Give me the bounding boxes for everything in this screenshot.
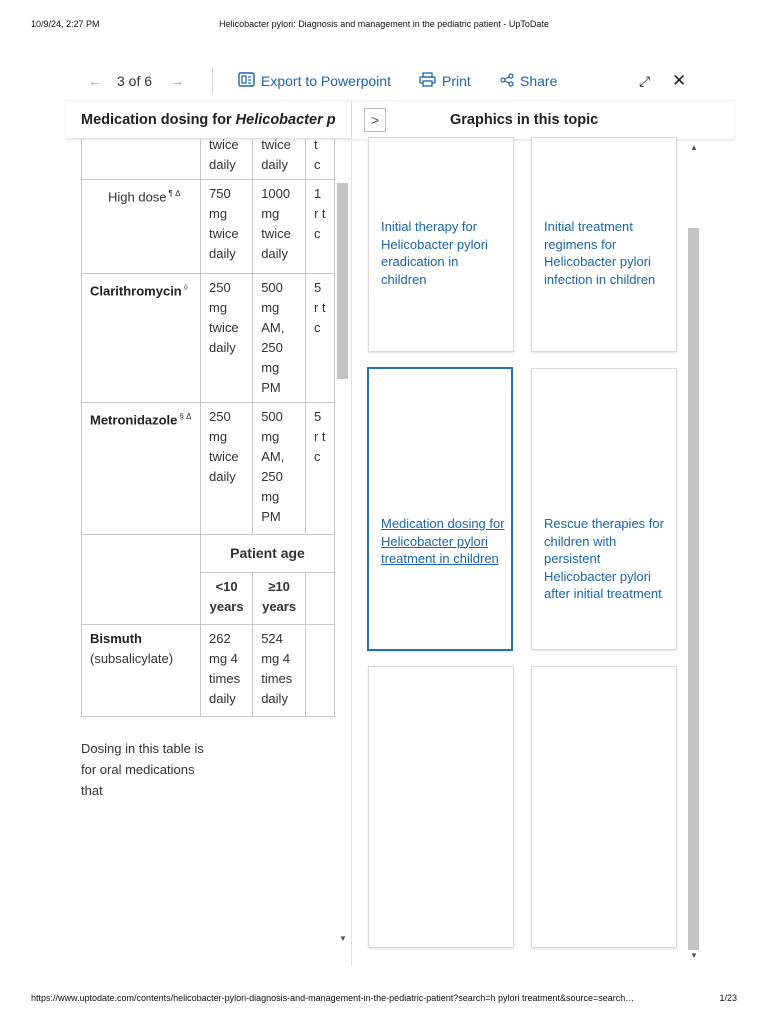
- print-label: Print: [442, 73, 471, 89]
- table-row: [82, 139, 335, 180]
- age-lt10-header: <10 years: [201, 573, 253, 625]
- collapse-graphics-button[interactable]: >: [364, 108, 386, 132]
- next-graphic-button[interactable]: →: [170, 73, 184, 89]
- table-cell: 750 mg twice daily: [201, 180, 253, 274]
- table-cell: 262 mg 4 times daily: [201, 625, 253, 717]
- share-icon: [500, 73, 514, 90]
- graphic-thumbnail[interactable]: [531, 666, 677, 948]
- share-button[interactable]: [500, 68, 557, 94]
- footnote-marker: ¶ Δ: [168, 189, 181, 198]
- graphic-link[interactable]: Initial treatment regimens for Helicobacter pylori infection in children: [544, 219, 656, 287]
- graphic-thumbnail[interactable]: [531, 368, 677, 650]
- drug-label: Metronidazole: [90, 412, 178, 428]
- graphic-thumbnail[interactable]: [531, 137, 677, 352]
- table-cell: 500 mg AM, 250 mg PM: [253, 274, 306, 403]
- graphic-title-italic: Helicobacter p: [235, 112, 336, 128]
- footnote-marker: ◊: [183, 283, 188, 292]
- table-cell: 250 mg twice daily: [201, 403, 253, 535]
- table-cell: 5 r t c: [305, 274, 334, 403]
- age-ge10-header: ≥10 years: [253, 573, 306, 625]
- share-label: Share: [520, 73, 558, 89]
- scroll-up-arrow-icon[interactable]: ▲: [690, 143, 698, 152]
- graphic-thumbnail[interactable]: [368, 137, 514, 352]
- prev-graphic-button[interactable]: ←: [88, 73, 102, 89]
- powerpoint-icon: [238, 72, 255, 90]
- print-title: Helicobacter pylori: Diagnosis and management in the pediatric patient - UpToDate: [219, 19, 549, 29]
- printer-icon: [419, 72, 436, 90]
- table-row: [82, 180, 335, 274]
- table-row: [82, 535, 335, 573]
- table-cell: 250 mg twice daily: [201, 274, 253, 403]
- table-cell: twice daily: [201, 139, 253, 180]
- scroll-down-arrow-icon[interactable]: ▼: [690, 951, 698, 960]
- print-date: 10/9/24, 2:27 PM: [31, 19, 100, 29]
- graphics-scrollbar[interactable]: [686, 139, 702, 966]
- toolbar-divider: [212, 68, 213, 94]
- graphic-link[interactable]: Medication dosing for Helicobacter pylori treatment in children: [381, 516, 505, 566]
- graphics-panel-title: Graphics in this topic: [450, 112, 599, 128]
- patient-age-header: Patient age: [201, 535, 335, 573]
- print-page-number: 1/23: [719, 993, 737, 1003]
- table-cell: [82, 180, 201, 274]
- table-cell: [82, 274, 201, 403]
- dosing-table: [81, 139, 335, 717]
- graphic-pager: 3 of 6: [117, 73, 153, 89]
- print-header: [0, 19, 768, 33]
- table-cell: 524 mg 4 times daily: [253, 625, 306, 717]
- drug-label: Bismuth: [90, 631, 142, 646]
- export-powerpoint-button[interactable]: [238, 68, 391, 94]
- table-cell: 1 r t c: [305, 180, 334, 274]
- graphic-link[interactable]: Initial therapy for Helicobacter pylori eradication in children: [381, 219, 488, 287]
- table-cell: t c: [305, 139, 334, 180]
- table-cell: [305, 573, 334, 625]
- table-cell: [82, 625, 201, 717]
- table-cell: [82, 403, 201, 535]
- export-label: Export to Powerpoint: [261, 73, 391, 89]
- drug-label: Clarithromycin: [90, 283, 182, 299]
- close-icon[interactable]: ✕: [672, 71, 687, 90]
- table-scrollbar-thumb[interactable]: [337, 183, 348, 379]
- drug-note: (subsalicylate): [90, 651, 174, 666]
- graphics-scrollbar-thumb[interactable]: [688, 228, 699, 950]
- table-cell: [82, 139, 201, 180]
- expand-icon[interactable]: ⤢: [639, 72, 651, 89]
- graphics-panel: [351, 139, 686, 966]
- graphic-link[interactable]: Rescue therapies for children with persistent Helicobacter pylori after initial treatment: [544, 516, 664, 601]
- graphic-toolbar: [66, 68, 700, 94]
- print-url: https://www.uptodate.com/contents/helicobacter-pylori-diagnosis-and-management-in-the-pediatric-patient?search=h pylori treatment&source=search…: [31, 993, 635, 1003]
- table-footnote-text: Dosing in this table is for oral medications that: [81, 741, 204, 798]
- scroll-down-arrow-icon[interactable]: ▼: [339, 934, 347, 943]
- graphic-thumbnail-active[interactable]: [367, 367, 513, 651]
- table-cell: 5 r t c: [305, 403, 334, 535]
- table-row: [82, 625, 335, 717]
- graphic-title-prefix: Medication dosing for: [81, 112, 236, 128]
- modal-header: [66, 100, 734, 138]
- drug-label: High dose: [108, 189, 167, 205]
- print-button[interactable]: [419, 68, 471, 94]
- table-cell: [305, 625, 334, 717]
- dosing-table-viewport[interactable]: [81, 139, 335, 729]
- graphic-title: [81, 101, 351, 139]
- table-cell: 500 mg AM, 250 mg PM: [253, 403, 306, 535]
- table-cell: 1000 mg twice daily: [253, 180, 306, 274]
- footnote-marker: § Δ: [179, 412, 192, 421]
- graphic-thumbnail[interactable]: [368, 666, 514, 948]
- table-row: [82, 274, 335, 403]
- table-cell: twice daily: [253, 139, 306, 180]
- table-row: [82, 403, 335, 535]
- graphics-panel-header: [351, 101, 734, 139]
- table-cell: [82, 535, 201, 625]
